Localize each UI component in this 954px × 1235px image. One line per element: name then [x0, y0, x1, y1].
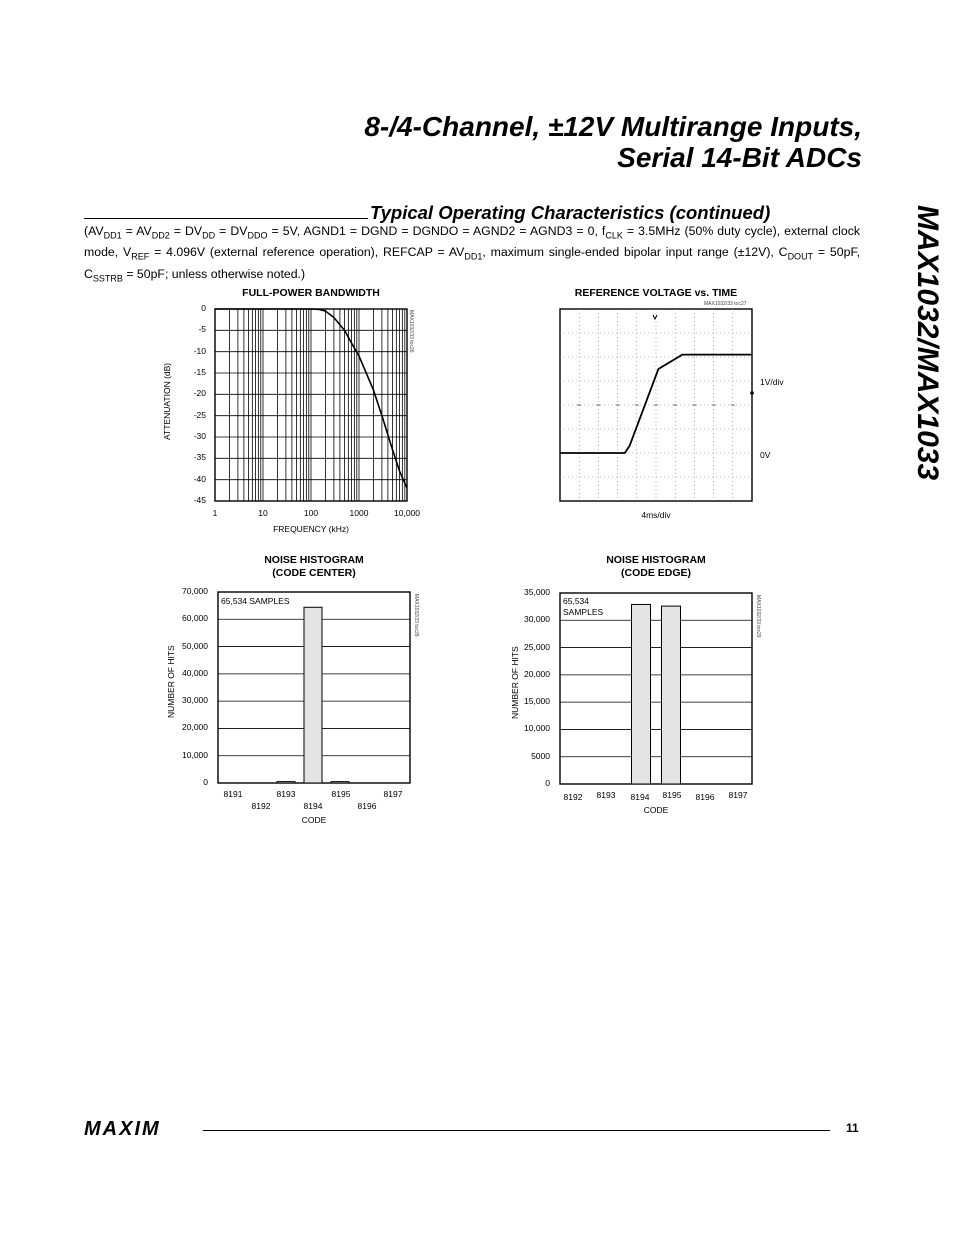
he-y-tick: 35,000: [524, 587, 550, 597]
he-x-tick: 8192: [563, 792, 583, 802]
he-x-tick: 8193: [596, 790, 616, 800]
he-bar: [662, 606, 681, 784]
he-y-tick: 0: [545, 778, 550, 788]
hist-center-annotation: 65,534 SAMPLES: [221, 596, 290, 606]
maxim-logo: MAXIM: [84, 1118, 161, 1140]
bandwidth-x-axis-label: FREQUENCY (kHz): [273, 524, 349, 534]
reference-x-axis-label: 4ms/div: [641, 510, 671, 520]
hist-edge-toc-tag: MAX1032/33 toc29: [755, 595, 761, 638]
hist-center-x-axis-label: CODE: [301, 815, 327, 825]
reference-chart-title: REFERENCE VOLTAGE vs. TIME: [574, 287, 738, 299]
hc-x-tick: 8195: [331, 789, 351, 799]
bandwidth-y-axis-label: ATTENUATION (dB): [162, 362, 172, 440]
he-y-tick: 30,000: [524, 614, 550, 625]
hc-y-tick: 10,000: [182, 749, 208, 760]
hc-y-tick: 40,000: [182, 667, 208, 678]
he-x-tick: 8197: [728, 790, 748, 800]
he-bar: [632, 604, 651, 784]
bandwidth-y-tick: -10: [193, 345, 206, 356]
hist-edge-title-line-1: NOISE HISTOGRAM: [606, 554, 706, 566]
hc-y-tick: 70,000: [182, 586, 208, 596]
hist-center-title-line-2: (CODE CENTER): [272, 567, 356, 579]
bandwidth-x-tick: 1000: [349, 508, 369, 518]
bandwidth-y-tick: -25: [193, 409, 206, 420]
he-y-tick: 25,000: [524, 641, 550, 652]
bandwidth-y-tick: -15: [193, 367, 206, 377]
hc-x-tick: 8194: [303, 801, 323, 811]
hc-y-tick: 50,000: [182, 640, 208, 651]
he-y-tick: 5000: [531, 750, 550, 761]
he-x-tick: 8195: [662, 790, 682, 800]
side-part-number: MAX1032/MAX1033: [911, 205, 944, 481]
bandwidth-y-tick: -5: [198, 324, 206, 335]
hc-y-tick: 0: [203, 777, 208, 787]
operating-conditions: ($AV_{DD1} = AV_{DD2} = DV_{DD} = DV_{DDO} = 5V$, AGND1 = DGND = DGNDO = AGND2 = AGND3 = 0, $f_{CLK} = 3.5MHz$ (50% duty cycle), external clock mode, $V_{REF} = 4.096V$ (external reference operation), REFCAP = $AV_{DD1}$, maximum single-ended bipolar input range (±12V), $C_{DOUT} = 50pF$, $C_{SSTRB} = 50pF$; unless otherwise noted.): [84, 224, 861, 284]
footer-rule: [203, 1130, 830, 1131]
he-x-tick: 8194: [630, 792, 650, 802]
page-number: 11: [846, 1121, 859, 1135]
hc-y-tick: 20,000: [182, 722, 208, 733]
hist-edge-annotation-line-2: SAMPLES: [563, 607, 604, 617]
reference-toc-tag: MAX1032/33 toc27: [704, 301, 747, 307]
he-y-tick: 15,000: [524, 696, 550, 707]
hc-x-tick: 8192: [251, 801, 271, 811]
bandwidth-y-tick: -40: [193, 473, 206, 484]
hist-center-title-line-1: NOISE HISTOGRAM: [264, 554, 364, 566]
hc-x-tick: 8191: [223, 789, 243, 799]
section-title: Typical Operating Characteristics (continued): [370, 202, 771, 223]
bandwidth-y-tick: 0: [201, 303, 206, 313]
hist-edge-x-axis-label: CODE: [643, 805, 669, 815]
page-title-line-2: Serial 14-Bit ADCs: [617, 142, 862, 173]
bandwidth-y-tick: -45: [193, 495, 206, 505]
hist-edge-annotation-line-1: 65,534: [563, 596, 589, 606]
hist-center-y-axis-label: NUMBER OF HITS: [166, 645, 176, 718]
bandwidth-x-tick: 100: [303, 508, 319, 518]
bandwidth-y-tick: -35: [193, 452, 206, 463]
hc-x-tick: 8193: [276, 789, 296, 799]
bandwidth-chart-title: FULL-POWER BANDWIDTH: [242, 287, 380, 299]
hc-x-tick: 8196: [357, 801, 377, 811]
hist-edge-grid: [560, 620, 752, 756]
bandwidth-x-tick: 10,000: [394, 508, 420, 518]
bandwidth-y-tick: -30: [193, 431, 206, 441]
reference-zero-label: 0V: [760, 450, 771, 460]
hc-y-tick: 60,000: [182, 613, 208, 624]
bandwidth-x-tick: 10: [258, 508, 268, 518]
he-x-tick: 8196: [695, 792, 715, 802]
hist-edge-y-axis-label: NUMBER OF HITS: [510, 646, 520, 719]
he-y-tick: 10,000: [524, 723, 550, 734]
hc-y-tick: 30,000: [182, 695, 208, 706]
he-y-tick: 20,000: [524, 668, 550, 679]
hc-x-tick: 8197: [383, 789, 403, 799]
hist-center-toc-tag: MAX1032/33 toc28: [413, 594, 419, 637]
bandwidth-y-tick: -20: [193, 388, 206, 399]
page-title-line-1: 8-/4-Channel, ±12V Multirange Inputs,: [364, 111, 862, 142]
hist-edge-plot-frame: [560, 593, 752, 784]
reference-scale-label: 1V/div: [760, 377, 784, 387]
hist-edge-title-line-2: (CODE EDGE): [620, 567, 691, 579]
bandwidth-x-tick: 1: [212, 508, 218, 518]
bandwidth-toc-tag: MAX1032/33 toc26: [408, 310, 414, 353]
